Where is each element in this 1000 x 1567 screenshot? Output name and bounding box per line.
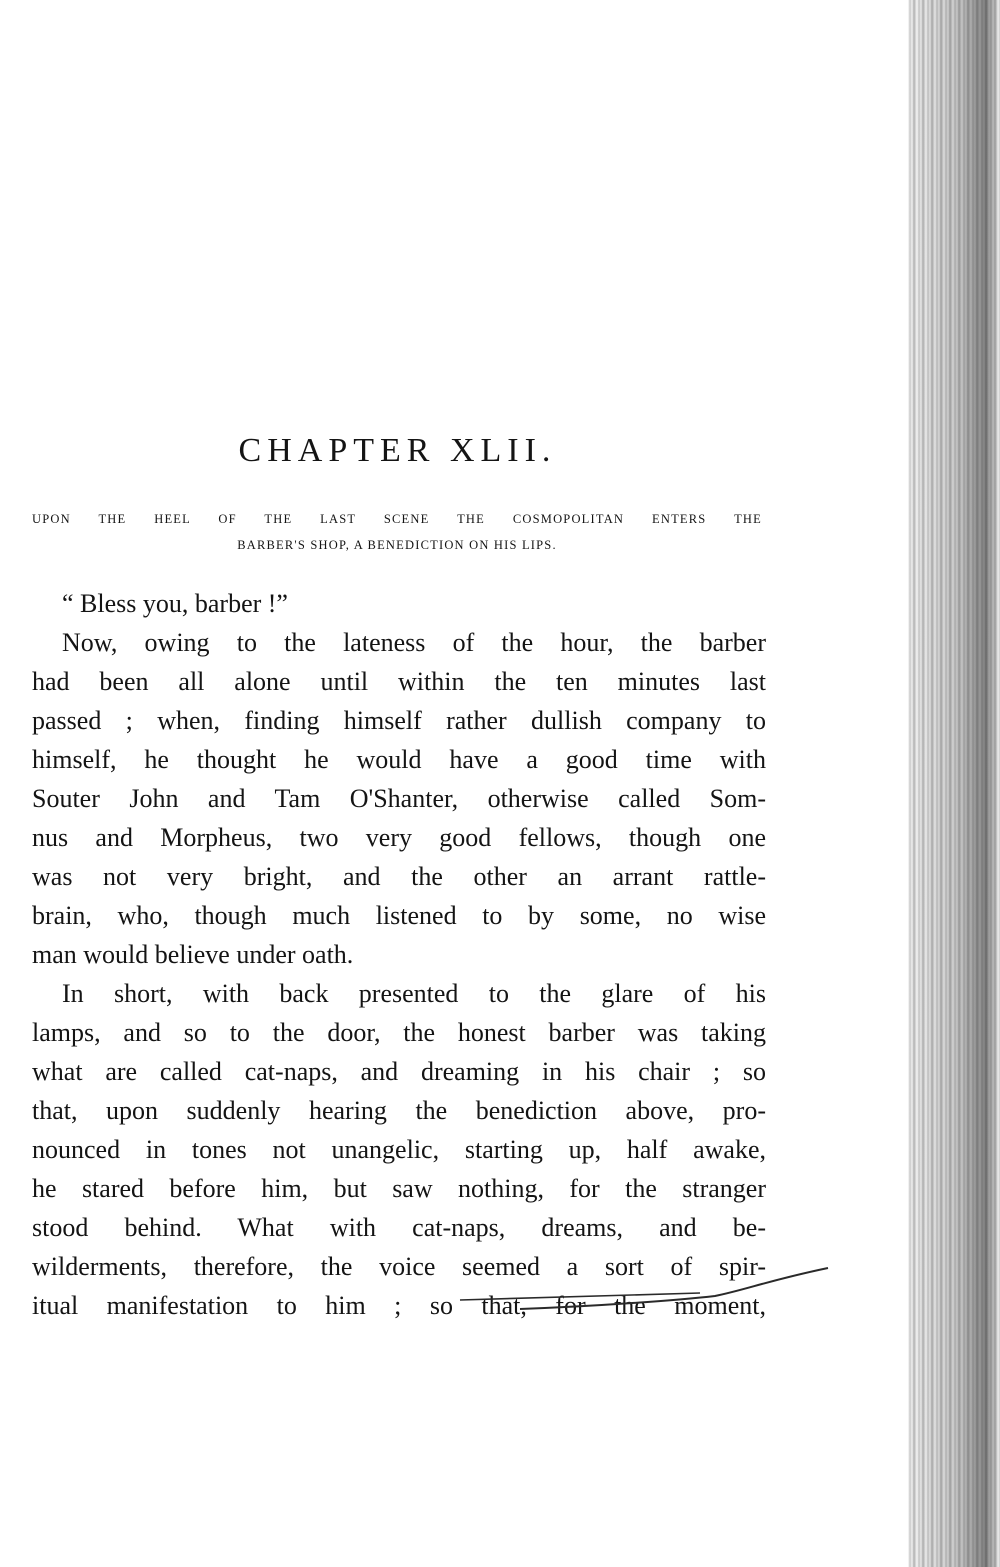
text-line: he stared before him, but saw nothing, for the stranger (32, 1174, 766, 1203)
text-line: was not very bright, and the other an arrant rattle- (32, 862, 766, 891)
chapter-summary-line: BARBER'S SHOP, A BENEDICTION ON HIS LIPS. (237, 538, 557, 552)
text-line: brain, who, though much listened to by some, no wise (32, 901, 766, 930)
text-line: In short, with back presented to the glare of his (62, 979, 766, 1008)
chapter-summary (32, 506, 762, 558)
text-line: nus and Morpheus, two very good fellows, though one (32, 823, 766, 852)
text-line: that, upon suddenly hearing the benediction above, pro- (32, 1096, 766, 1125)
chapter-summary-line: UPON THE HEEL OF THE LAST SCENE THE COSMOPOLITAN ENTERS THE (32, 512, 762, 526)
text-line: himself, he thought he would have a good time with (32, 745, 766, 774)
paragraph-2 (32, 623, 766, 974)
text-line: stood behind. What with cat-naps, dreams, and be- (32, 1213, 766, 1242)
text-line: wilderments, therefore, the voice seemed a sort of spir- (32, 1252, 766, 1281)
paragraph-1 (32, 584, 766, 623)
text-line: man would believe under oath. (32, 940, 354, 969)
text-line: Now, owing to the lateness of the hour, the barber (62, 628, 766, 657)
text-line: had been all alone until within the ten minutes last (32, 667, 766, 696)
body-text (32, 584, 766, 1325)
text-line: lamps, and so to the door, the honest barber was taking (32, 1018, 766, 1047)
text-line: “ Bless you, barber !” (62, 589, 288, 618)
text-line: passed ; when, finding himself rather dullish company to (32, 706, 766, 735)
text-line: what are called cat-naps, and dreaming in his chair ; so (32, 1057, 766, 1086)
paragraph-3 (32, 974, 766, 1325)
text-line: nounced in tones not unangelic, starting up, half awake, (32, 1135, 766, 1164)
text-line: itual manifestation to him ; so that, for the moment, (32, 1291, 766, 1320)
page-edge-shadow (908, 0, 1000, 1567)
chapter-title: CHAPTER XLII. (238, 432, 557, 469)
text-line: Souter John and Tam O'Shanter, otherwise called Som- (32, 784, 766, 813)
